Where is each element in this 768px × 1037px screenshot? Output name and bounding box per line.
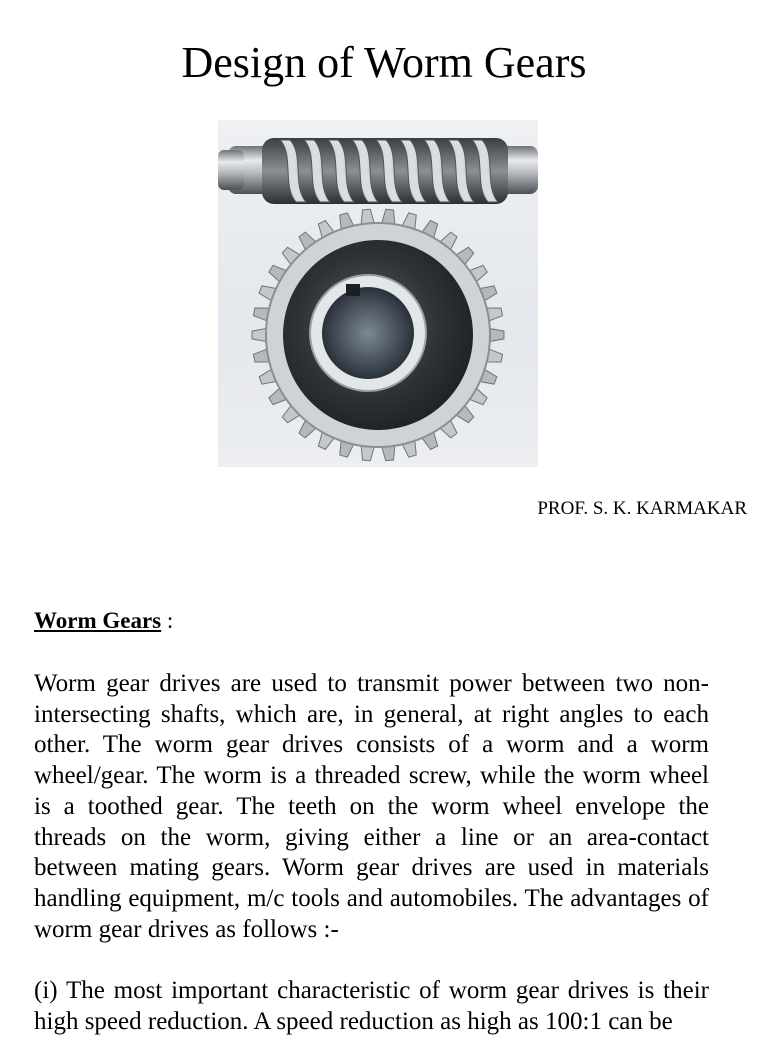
body-paragraph: (i) The most important characteristic of worm gear drives is their high speed reduction. A speed reduction as high as 100:1 can be (34, 977, 709, 1035)
body-paragraph: Worm gear drives are used to transmit power between two non-intersecting shafts, which are, in general, at right angles to each other. The worm gear drives consists of a worm and a worm wheel/gear. The worm is a threaded screw, while the worm wheel is a toothed gear. The teeth on the worm wheel envelope the threads on the worm, giving either a line or an area-contact between mating gears. Worm gear drives are used in materials handling equipment, m/c tools and automobiles. The advantages of worm gear drives as follows :- (34, 670, 709, 943)
worm-gear-image (218, 120, 538, 467)
section-heading (34, 606, 173, 636)
section-heading-label: Worm Gears (34, 608, 162, 633)
page-title: Design of Worm Gears (181, 38, 587, 87)
worm-gear-wheel (252, 209, 504, 461)
author-name: PROF. S. K. KARMAKAR (537, 498, 747, 519)
section-heading-suffix: : (161, 608, 174, 633)
worm-screw (218, 138, 538, 204)
